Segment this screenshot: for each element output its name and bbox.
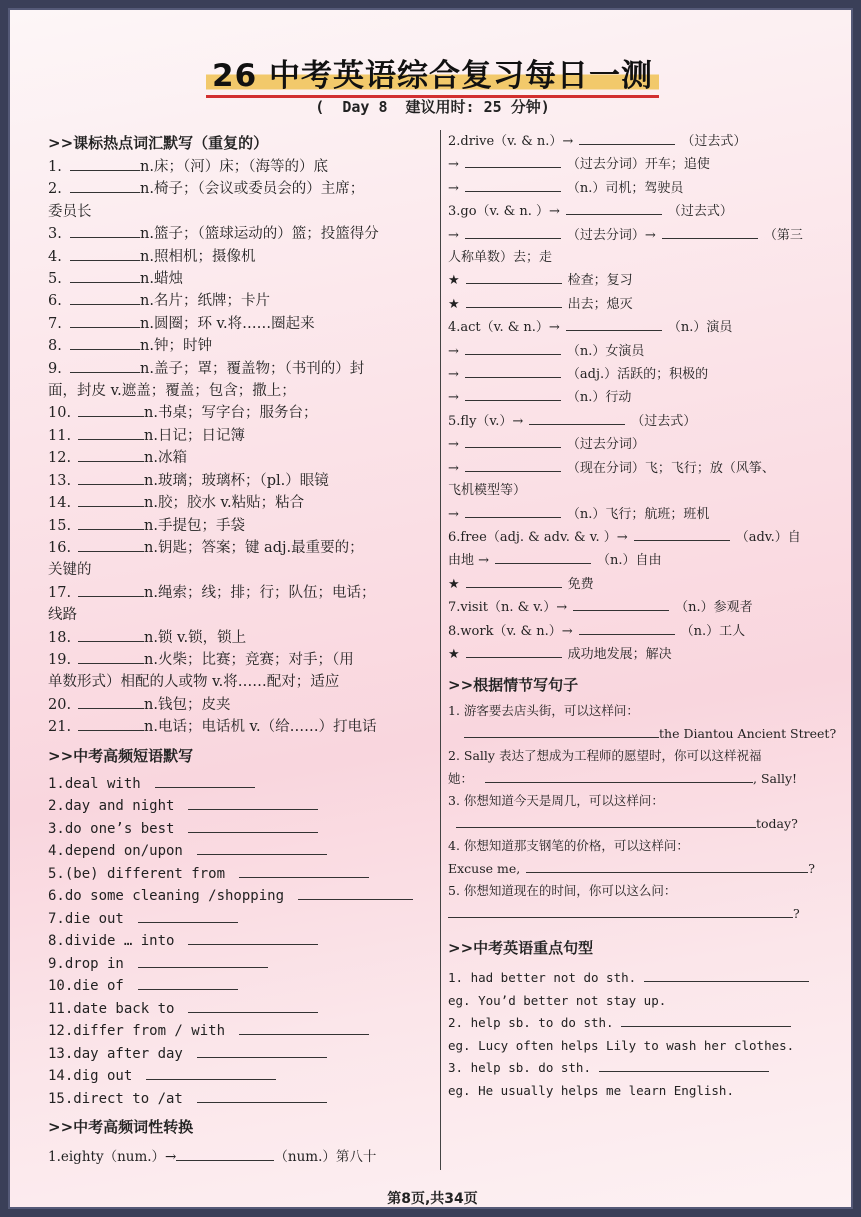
- item-hint: （n.）司机；驾驶员: [566, 180, 684, 196]
- word-form-item: [448, 316, 818, 339]
- section-heading-word-forms: >>中考高频词性转换: [48, 1118, 194, 1137]
- phrase-item: [48, 1043, 433, 1066]
- vocab-item: [48, 425, 433, 447]
- answer-blank[interactable]: [78, 402, 144, 417]
- answer-blank[interactable]: [78, 694, 144, 709]
- item-definition: n.椅子；（会议或委员会的）主席；: [140, 181, 365, 198]
- item-definition: n.盖子；罩；覆盖物；（书刊的）封: [140, 360, 365, 377]
- vocab-item: [48, 604, 433, 626]
- answer-blank[interactable]: [573, 596, 669, 611]
- item-definition: n.手提包；手袋: [144, 517, 245, 534]
- item-definition: n.圆圈；环 v.将……圈起来: [140, 315, 315, 332]
- item-hint: （过去分词）开车；追使: [566, 157, 710, 173]
- star-icon: ★: [448, 646, 460, 662]
- phrase-item: [48, 818, 433, 841]
- word-form-item: [448, 480, 818, 502]
- item-definition: 关键的: [48, 562, 92, 579]
- item-hint: （n.）自由: [597, 553, 662, 569]
- question-4: 4. 你想知道那支钢笔的价格，可以这样问：: [448, 838, 689, 854]
- item-stem: →: [448, 460, 459, 476]
- answer-blank[interactable]: [579, 130, 675, 145]
- phrase-item: [48, 930, 433, 953]
- item-definition: n.玻璃；玻璃杯；（pl.）眼镜: [144, 472, 329, 489]
- answer-blank[interactable]: [78, 447, 144, 462]
- sentence-patterns: [448, 967, 818, 1102]
- word-form-item: [448, 177, 818, 200]
- answer-blank[interactable]: [466, 643, 562, 658]
- word-form-item: [448, 573, 818, 596]
- vocab-item: [48, 582, 433, 604]
- vocab-item: [48, 335, 433, 357]
- item-definition: 委员长: [48, 203, 92, 220]
- section-heading-patterns: >>中考英语重点句型: [448, 939, 594, 958]
- item-stem: →: [448, 227, 459, 243]
- answer-blank[interactable]: [529, 410, 625, 425]
- answer-line-2: 她： , Sally!: [448, 768, 818, 791]
- item-hint: （n.）参观者: [675, 600, 753, 616]
- phrase-text: 1.deal with: [48, 775, 141, 792]
- item-definition: n.绳索；线；排；行；队伍；电话；: [144, 584, 376, 601]
- answer-blank[interactable]: [465, 153, 561, 168]
- answer-blank[interactable]: [239, 863, 369, 878]
- word-form-item: 1.eighty（num.）→ （num.）第八十: [48, 1146, 433, 1168]
- item-hint: （过去式）: [667, 204, 733, 220]
- item-stem: →: [448, 437, 459, 453]
- answer-blank[interactable]: [78, 537, 144, 552]
- vocab-item: [48, 492, 433, 514]
- item-stem: 5.fly（v.）→: [448, 413, 524, 429]
- word-form-item: [448, 410, 818, 433]
- question-2: 2. Sally 表达了想成为工程师的愿望时，你可以这样祝福: [448, 748, 762, 764]
- word-form-list: [448, 130, 818, 666]
- word-form-item: [448, 200, 818, 223]
- item-hint: （现在分词）飞；飞行；放（风筝、: [566, 460, 775, 476]
- page-title: 26 中考英语综合复习每日一测: [10, 50, 853, 98]
- phrase-item: [48, 953, 433, 976]
- answer-blank[interactable]: [465, 433, 561, 448]
- item-number: 12.: [48, 450, 72, 467]
- item-number: 3.: [48, 226, 62, 243]
- phrase-item: [48, 863, 433, 886]
- item-hint: （n.）女演员: [566, 343, 645, 359]
- vocab-item: [48, 201, 433, 223]
- item-definition: n.床；（河）床；（海等的）底: [140, 159, 328, 175]
- answer-blank[interactable]: [464, 723, 659, 738]
- page-subtitle: ( Day 8 建议用时: 25 分钟): [315, 98, 550, 116]
- answer-blank[interactable]: [138, 975, 238, 990]
- item-definition: n.钟；时钟: [140, 338, 212, 355]
- item-definition: n.电话；电话机 v.（给……）打电话: [144, 719, 377, 736]
- answer-blank[interactable]: [465, 177, 561, 192]
- vocab-item: [48, 470, 433, 492]
- phrase-text: 7.die out: [48, 910, 124, 927]
- answer-blank[interactable]: [465, 363, 561, 378]
- item-hint: （第三: [763, 227, 803, 243]
- answer-blank[interactable]: [495, 549, 591, 564]
- item-definition: n.蜡烛: [140, 271, 183, 288]
- question-3: 3. 你想知道今天是周几，可以这样问：: [448, 793, 664, 809]
- pattern-3-example: eg. He usually helps me learn English.: [448, 1082, 734, 1098]
- item-number: 9.: [48, 360, 62, 377]
- answer-blank[interactable]: [70, 290, 140, 305]
- item-definition: n.冰箱: [144, 450, 187, 467]
- answer-blank[interactable]: [566, 316, 662, 331]
- word-form-item: [448, 293, 818, 316]
- item-hint: （n.）演员: [667, 320, 733, 336]
- word-form-item: [448, 620, 818, 643]
- word-form-item: [448, 433, 818, 456]
- word-form-item: [448, 503, 818, 526]
- right-column: [448, 130, 837, 1102]
- answer-blank[interactable]: [448, 903, 793, 918]
- answer-blank[interactable]: [188, 795, 318, 810]
- vocab-item: [48, 268, 433, 290]
- word-form-item: [448, 363, 818, 386]
- phrase-list: [48, 773, 433, 1111]
- word-form-item: [448, 643, 818, 666]
- answer-blank[interactable]: [566, 200, 662, 215]
- phrase-text: 9.drop in: [48, 955, 124, 972]
- item-definition: n.钱包；皮夹: [144, 696, 231, 713]
- answer-blank[interactable]: [78, 470, 144, 485]
- answer-blank[interactable]: [138, 908, 238, 923]
- page-footer: 第8页,共34页: [387, 1191, 478, 1207]
- answer-blank[interactable]: [70, 313, 140, 328]
- item-hint: （n.）行动: [566, 390, 632, 406]
- word-form-item: [448, 130, 818, 153]
- worksheet-page: [8, 8, 853, 1209]
- answer-blank[interactable]: [70, 268, 140, 283]
- word-form-item: [448, 549, 818, 572]
- word-form-item: [448, 153, 818, 176]
- vocab-item: [48, 627, 433, 649]
- answer-blank[interactable]: [465, 224, 561, 239]
- item-definition: n.火柴；比赛；竞赛；对手；（用: [144, 651, 354, 668]
- phrase-item: [48, 908, 433, 931]
- item-definition: n.胶；胶水 v.粘贴；粘合: [144, 495, 305, 512]
- pattern-2: 2. help sb. to do sth.: [448, 1012, 818, 1035]
- phrase-item: [48, 885, 433, 908]
- answer-blank[interactable]: [188, 998, 318, 1013]
- answer-blank[interactable]: [78, 425, 144, 440]
- item-stem: 8.work（v. & n.）→: [448, 623, 573, 639]
- phrase-text: 15.direct to /at: [48, 1090, 183, 1107]
- item-definition: n.名片；纸牌；卡片: [140, 293, 270, 310]
- item-number: 16.: [48, 539, 72, 556]
- phrase-item: [48, 1020, 433, 1043]
- answer-blank[interactable]: [146, 1065, 276, 1080]
- left-column: [48, 130, 433, 1168]
- answer-blank[interactable]: [465, 386, 561, 401]
- answer-blank[interactable]: [70, 223, 140, 238]
- item-stem: →: [448, 157, 459, 173]
- item-number: 4.: [48, 248, 62, 265]
- vocab-item: [48, 223, 433, 245]
- item-number: 6.: [48, 293, 62, 310]
- phrase-text: 6.do some cleaning /shopping: [48, 888, 285, 905]
- answer-blank[interactable]: [662, 224, 758, 239]
- vocab-item: [48, 649, 433, 671]
- answer-blank[interactable]: [70, 156, 140, 171]
- item-number: 18.: [48, 629, 72, 646]
- item-hint: （n.）工人: [680, 623, 746, 639]
- answer-blank[interactable]: [138, 953, 268, 968]
- item-hint: （过去分词）→: [566, 227, 656, 243]
- answer-blank[interactable]: [465, 503, 561, 518]
- item-number: 21.: [48, 719, 72, 736]
- vocab-item: [48, 313, 433, 335]
- item-hint: （过去式）: [631, 413, 697, 429]
- phrase-text: 10.die of: [48, 978, 124, 995]
- question-1: 1. 游客要去店头街，可以这样问：: [448, 703, 639, 719]
- answer-blank[interactable]: [197, 1088, 327, 1103]
- vocab-item: [48, 515, 433, 537]
- item-stem: →: [448, 367, 459, 383]
- star-icon: ★: [448, 296, 460, 312]
- answer-blank[interactable]: [465, 340, 561, 355]
- answer-blank[interactable]: [70, 178, 140, 193]
- star-icon: ★: [448, 576, 460, 592]
- vocab-item: [48, 402, 433, 424]
- item-hint: 飞机模型等）: [448, 483, 527, 499]
- vocab-item: [48, 358, 433, 380]
- vocab-item: [48, 246, 433, 268]
- item-stem: 6.free（adj. & adv. & v. ）→: [448, 529, 628, 545]
- section-heading-phrases: >>中考高频短语默写: [48, 746, 194, 765]
- answer-blank[interactable]: [456, 813, 756, 828]
- column-divider: [440, 130, 441, 1170]
- phrase-text: 4.depend on/upon: [48, 843, 183, 860]
- phrase-item: [48, 975, 433, 998]
- phrase-text: 5.(be) different from: [48, 865, 226, 882]
- answer-blank[interactable]: [466, 269, 562, 284]
- answer-blank[interactable]: [78, 627, 144, 642]
- answer-blank[interactable]: [70, 246, 140, 261]
- word-form-item: [448, 247, 818, 269]
- answer-line-4: Excuse me, ?: [448, 858, 818, 881]
- vocab-item: [48, 537, 433, 559]
- item-hint: 免费: [567, 576, 594, 592]
- item-hint: （过去分词）: [566, 437, 645, 453]
- item-stem: 4.act（v. & n.）→: [448, 320, 560, 336]
- answer-blank[interactable]: [485, 768, 753, 783]
- phrase-text: 3.do one’s best: [48, 820, 175, 837]
- item-number: 14.: [48, 495, 72, 512]
- answer-blank[interactable]: [197, 1043, 327, 1058]
- sentence-questions: [448, 700, 837, 925]
- answer-line-5: ?: [448, 903, 818, 926]
- answer-blank[interactable]: [579, 620, 675, 635]
- pattern-3: 3. help sb. do sth.: [448, 1057, 818, 1080]
- answer-blank[interactable]: [78, 582, 144, 597]
- vocab-item: [48, 156, 433, 178]
- star-icon: ★: [448, 273, 460, 289]
- answer-blank[interactable]: [466, 293, 562, 308]
- answer-blank[interactable]: [644, 967, 809, 982]
- section-heading-vocabulary: >>课标热点词汇默写（重复的）: [48, 134, 269, 152]
- answer-blank[interactable]: [526, 858, 808, 873]
- answer-blank[interactable]: [188, 818, 318, 833]
- item-stem: →: [448, 390, 459, 406]
- item-number: 13.: [48, 472, 72, 489]
- answer-blank[interactable]: [197, 840, 327, 855]
- answer-blank[interactable]: [465, 457, 561, 472]
- item-stem: 7.visit（n. & v.）→: [448, 600, 568, 616]
- phrase-item: [48, 840, 433, 863]
- phrase-text: 2.day and night: [48, 798, 175, 815]
- item-number: 8.: [48, 338, 62, 355]
- phrase-text: 13.day after day: [48, 1045, 183, 1062]
- phrase-text: 11.date back to: [48, 1000, 175, 1017]
- phrase-text: 8.divide … into: [48, 933, 175, 950]
- answer-line-1: the Diantou Ancient Street?: [448, 723, 818, 746]
- word-form-item: [448, 269, 818, 292]
- item-number: 17.: [48, 584, 72, 601]
- item-number: 2.: [48, 181, 62, 198]
- phrase-text: 12.differ from / with: [48, 1023, 226, 1040]
- item-definition: n.锁 v.锁，锁上: [144, 629, 247, 646]
- phrase-item: [48, 773, 433, 796]
- vocab-item: [48, 447, 433, 469]
- item-number: 7.: [48, 315, 62, 332]
- item-hint: 人称单数）去；走: [448, 250, 553, 266]
- word-form-item: [448, 386, 818, 409]
- word-form-item: [448, 340, 818, 363]
- answer-blank[interactable]: [466, 573, 562, 588]
- item-definition: n.篮子；（篮球运动的）篮；投篮得分: [140, 226, 379, 243]
- item-definition: 单数形式）相配的人或物 v.将……配对；适应: [48, 674, 340, 691]
- item-stem: 2.drive（v. & n.）→: [448, 134, 574, 149]
- phrase-item: [48, 998, 433, 1021]
- item-definition: n.钥匙；答案；键 adj.最重要的；: [144, 539, 364, 556]
- pattern-1: 1. had better not do sth.: [448, 967, 818, 990]
- item-definition: n.书桌；写字台；服务台；: [144, 405, 318, 422]
- item-hint: （过去式）: [681, 134, 747, 149]
- answer-blank[interactable]: [70, 335, 140, 350]
- answer-blank[interactable]: [70, 358, 140, 373]
- vocab-item: [48, 694, 433, 716]
- answer-line-3: today?: [448, 813, 818, 836]
- answer-blank[interactable]: [634, 526, 730, 541]
- word-form-item: [448, 224, 818, 247]
- question-5: 5. 你想知道现在的时间，你可以这么问：: [448, 883, 677, 899]
- phrase-item: [48, 1065, 433, 1088]
- answer-blank[interactable]: [176, 1146, 274, 1161]
- vocab-item: [48, 559, 433, 581]
- item-hint: （adv.）自: [735, 529, 801, 545]
- vocab-item: [48, 671, 433, 693]
- word-form-item: [448, 457, 818, 480]
- item-hint: 出去；熄灭: [567, 296, 633, 312]
- phrase-item: [48, 1088, 433, 1111]
- item-hint: （adj.）活跃的；积极的: [566, 367, 709, 383]
- item-number: 19.: [48, 651, 72, 668]
- answer-blank[interactable]: [599, 1057, 769, 1072]
- item-definition: n.照相机；摄像机: [140, 248, 256, 265]
- phrase-item: [48, 795, 433, 818]
- item-stem: 3.go（v. & n. ）→: [448, 204, 560, 220]
- vocab-item: [48, 178, 433, 200]
- answer-blank[interactable]: [78, 716, 144, 731]
- pattern-1-example: eg. You’d better not stay up.: [448, 992, 667, 1008]
- item-definition: n.日记；日记簿: [144, 427, 245, 444]
- item-number: 15.: [48, 517, 72, 534]
- item-stem: →: [448, 180, 459, 196]
- item-number: 1.: [48, 159, 62, 175]
- item-hint: （n.）飞行；航班；班机: [566, 506, 710, 522]
- answer-blank[interactable]: [78, 649, 144, 664]
- answer-blank[interactable]: [78, 492, 144, 507]
- answer-blank[interactable]: [188, 930, 318, 945]
- item-stem: →: [448, 506, 459, 522]
- word-form-item: [448, 526, 818, 549]
- answer-blank[interactable]: [155, 773, 255, 788]
- item-hint: 检查；复习: [567, 273, 633, 289]
- item-definition: 面，封皮 v.遮盖；覆盖；包含；撒上；: [48, 383, 296, 400]
- answer-blank[interactable]: [78, 515, 144, 530]
- answer-blank[interactable]: [621, 1012, 791, 1027]
- item-stem: 由地 →: [448, 553, 490, 569]
- phrase-text: 14.dig out: [48, 1068, 133, 1085]
- section-heading-sentences: >>根据情节写句子: [448, 676, 579, 695]
- vocab-item: [48, 380, 433, 402]
- vocab-item: [48, 716, 433, 738]
- item-definition: 线路: [48, 607, 77, 624]
- item-number: 10.: [48, 405, 72, 422]
- item-stem: →: [448, 343, 459, 359]
- vocabulary-list: [48, 156, 433, 739]
- item-hint: 成功地发展；解决: [567, 646, 672, 662]
- item-number: 11.: [48, 427, 72, 444]
- word-form-item: [448, 596, 818, 619]
- answer-blank[interactable]: [239, 1020, 369, 1035]
- item-number: 5.: [48, 271, 62, 288]
- pattern-2-example: eg. Lucy often helps Lily to wash her clothes.: [448, 1037, 795, 1053]
- item-number: 20.: [48, 696, 72, 713]
- answer-blank[interactable]: [298, 885, 413, 900]
- vocab-item: [48, 290, 433, 312]
